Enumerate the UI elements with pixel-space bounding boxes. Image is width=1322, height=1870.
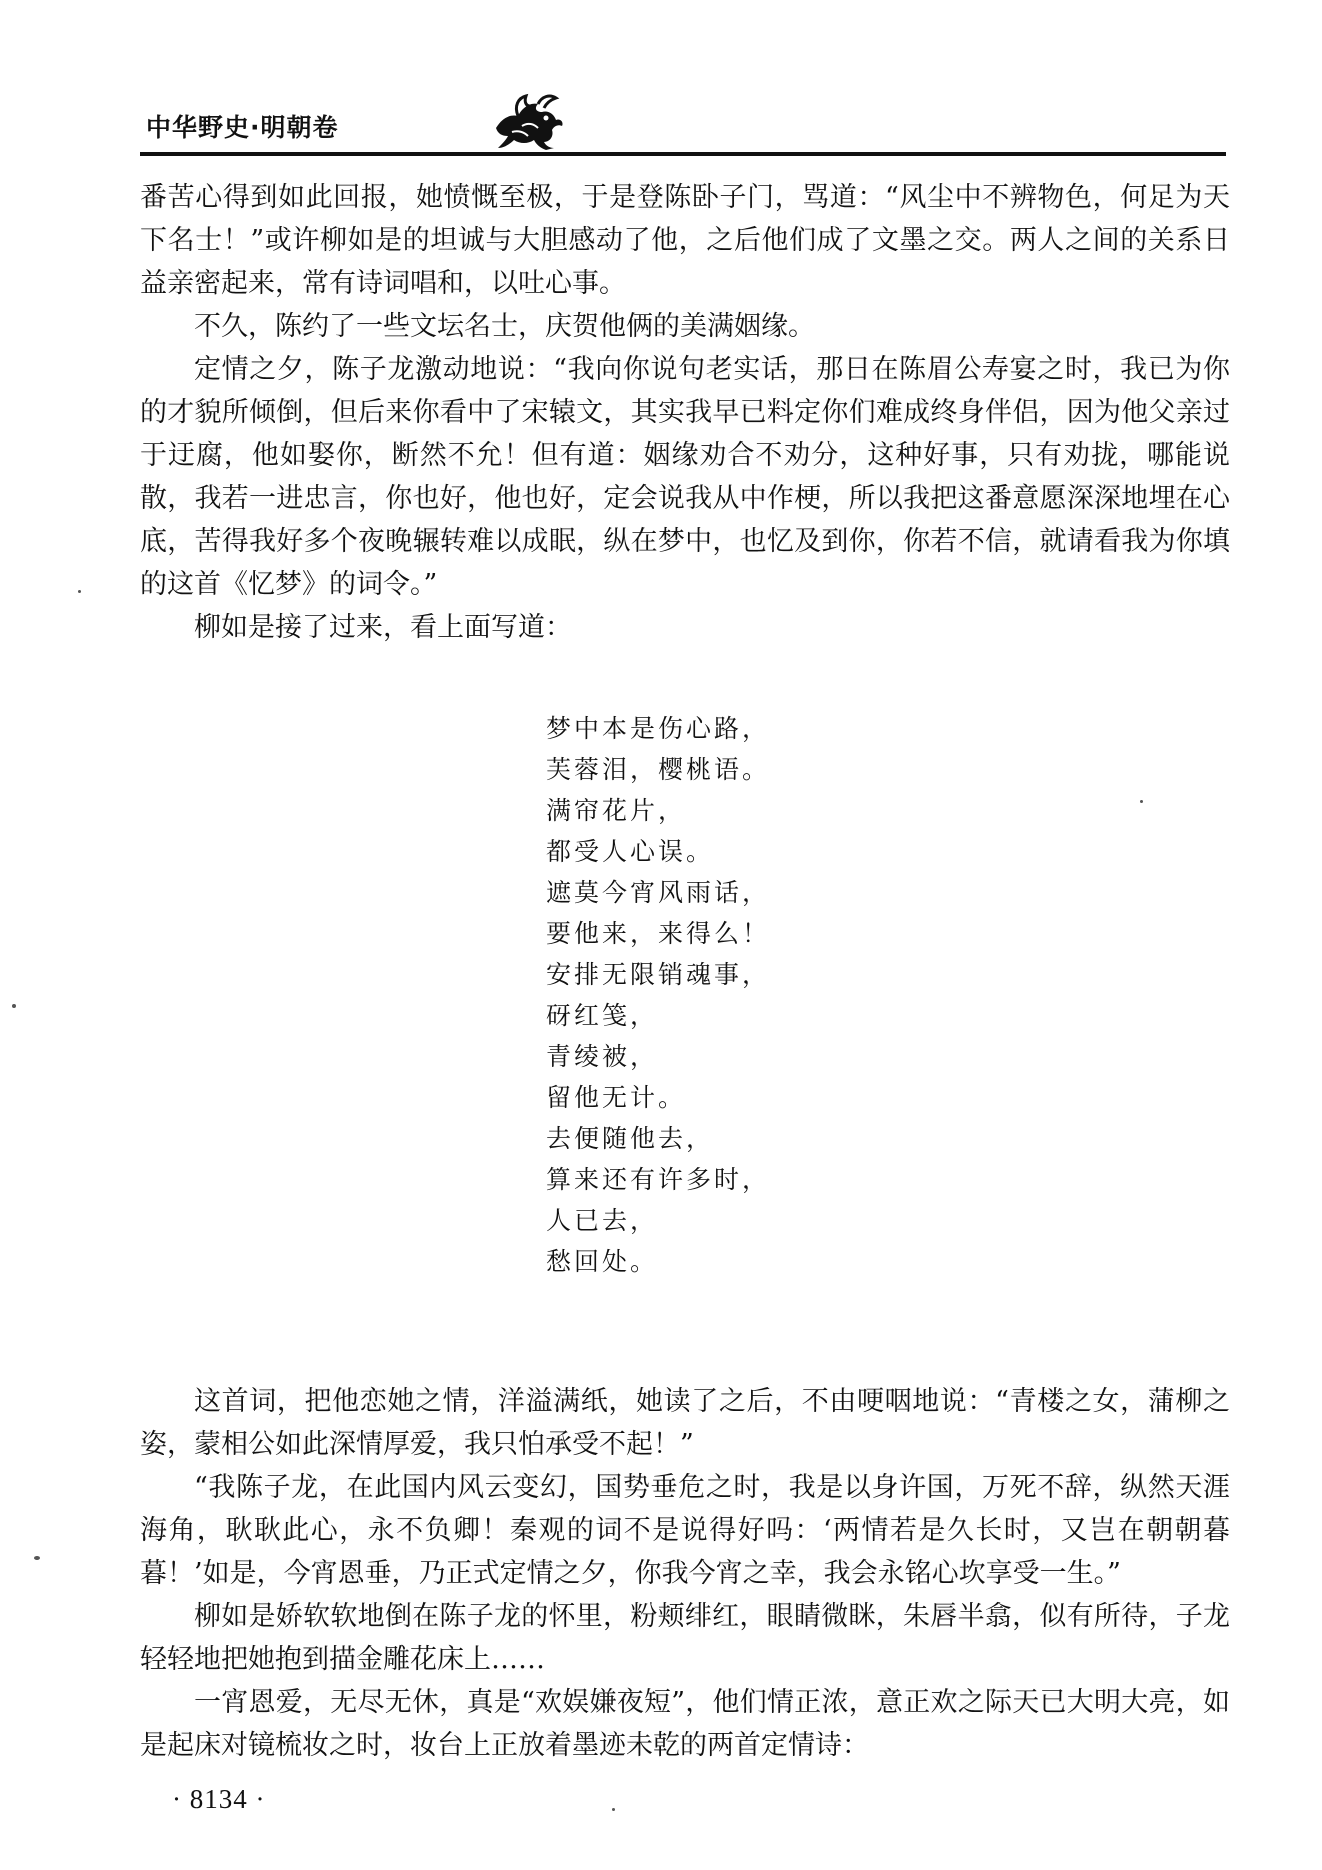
poem-line: 人已去，	[546, 1206, 659, 1235]
poem-yi-meng	[546, 708, 770, 1282]
poem-line: 去便随他去，	[546, 1124, 715, 1153]
poem-line: 遮莫今宵风雨话，	[546, 878, 771, 907]
poem-line: 安排无限销魂事，	[546, 960, 771, 989]
paragraph-5: 这首词，把他恋她之情，洋溢满纸，她读了之后，不由哽咽地说：“青楼之女，蒲柳之姿，蒙相公如此深情厚爱，我只怕承受不起！”	[140, 1386, 1230, 1460]
page-number: · 8134 ·	[172, 1784, 266, 1814]
poem-line: 留他无计。	[546, 1083, 687, 1112]
poem-line: 芙蓉泪，樱桃语。	[546, 755, 771, 784]
poem-line: 都受人心误。	[546, 837, 715, 866]
poem-line: 满帘花片，	[546, 796, 687, 825]
scan-speck	[12, 1004, 16, 1008]
paragraph-2: 不久，陈约了一些文坛名士，庆贺他俩的美满姻缘。	[194, 311, 815, 342]
poem-line: 梦中本是伤心路，	[546, 714, 771, 743]
poem-line: 算来还有许多时，	[546, 1165, 771, 1194]
paragraph-1: 番苦心得到如此回报，她愤慨至极，于是登陈卧子门，骂道：“风尘中不辨物色，何足为天下名士！”或许柳如是的坦诚与大胆感动了他，之后他们成了文墨之交。两人之间的关系日益亲密起来，常有诗词唱和，以吐心事。	[140, 182, 1230, 299]
book-title: 中华野史·明朝卷	[146, 113, 339, 142]
paragraph-3: 定情之夕，陈子龙激动地说：“我向你说句老实话，那日在陈眉公寿宴之时，我已为你的才貌所倾倒，但后来你看中了宋辕文，其实我早已料定你们难成终身伴侣，因为他父亲过于迂腐，他如娶你，断然不允！但有道：姻缘劝合不劝分，这种好事，只有劝拢，哪能说散，我若一进忠言，你也好，他也好，定会说我从中作梗，所以我把这番意愿深深地埋在心底，苦得我好多个夜晚辗转难以成眠，纵在梦中，也忆及到你，你若不信，就请看我为你填的这首《忆梦》的词令。”	[140, 354, 1230, 600]
paragraph-8: 一宵恩爱，无尽无休，真是“欢娱嫌夜短”，他们情正浓，意正欢之际天已大明大亮，如是起床对镜梳妆之时，妆台上正放着墨迹未乾的两首定情诗：	[140, 1687, 1230, 1761]
poem-line: 青绫被，	[546, 1042, 659, 1071]
scan-speck	[34, 1556, 40, 1560]
scan-speck	[78, 590, 81, 593]
body-text-top	[140, 176, 1230, 649]
scan-speck	[1140, 800, 1143, 803]
poem-line: 愁回处。	[546, 1247, 659, 1276]
dragon-emblem-icon	[488, 88, 568, 154]
paragraph-7: 柳如是娇软软地倒在陈子龙的怀里，粉颊绯红，眼睛微眯，朱唇半翕，似有所待，子龙轻轻地把她抱到描金雕花床上……	[140, 1601, 1230, 1675]
paragraph-4: 柳如是接了过来，看上面写道：	[194, 612, 572, 643]
poem-line: 砑红笺，	[546, 1001, 659, 1030]
body-text-bottom	[140, 1380, 1230, 1767]
poem-line: 要他来，来得么！	[546, 919, 771, 948]
header-rule	[140, 152, 1226, 156]
scan-speck	[612, 1808, 615, 1811]
page-header	[140, 100, 1226, 160]
paragraph-6: “我陈子龙，在此国内风云变幻，国势垂危之时，我是以身许国，万死不辞，纵然天涯海角，耿耿此心，永不负卿！秦观的词不是说得好吗：‘两情若是久长时，又岂在朝朝暮暮！’如是，今宵恩垂，乃正式定情之夕，你我今宵之幸，我会永铭心坎享受一生。”	[140, 1472, 1230, 1589]
